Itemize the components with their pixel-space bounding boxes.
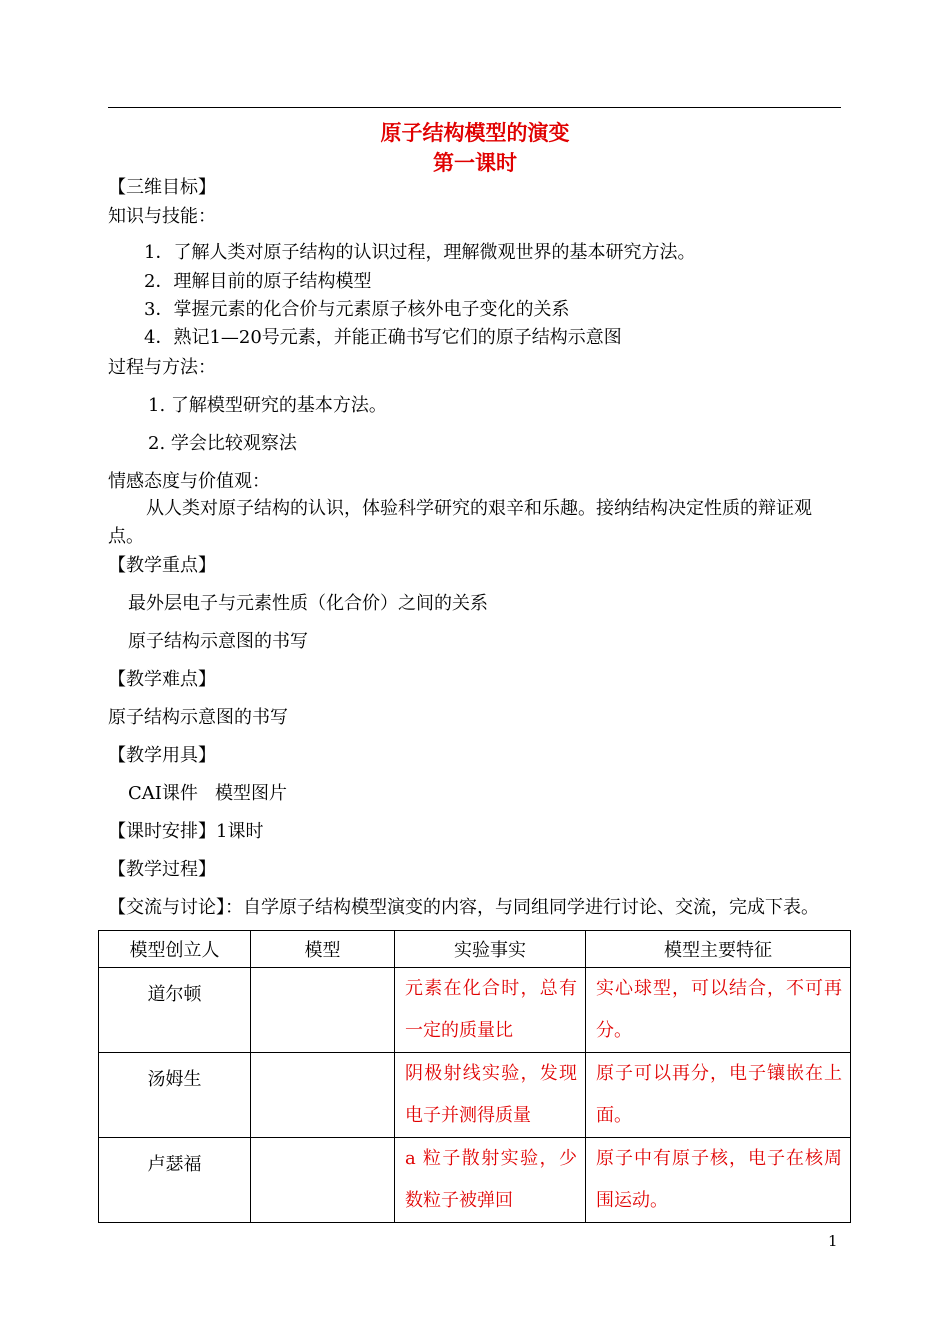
tools-heading: 【教学用具】 bbox=[108, 745, 216, 766]
knowledge-item: 1．了解人类对原子结构的认识过程，理解微观世界的基本研究方法。 bbox=[144, 242, 696, 263]
header-rule bbox=[108, 107, 841, 108]
creator-cell: 道尔顿 bbox=[99, 968, 251, 1053]
knowledge-item: 3．掌握元素的化合价与元素原子核外电子变化的关系 bbox=[144, 299, 570, 320]
document-title: 原子结构模型的演变 bbox=[380, 120, 570, 145]
fact-cell: a 粒子散射实验，少数粒子被弹回 bbox=[395, 1138, 586, 1223]
attitude-paragraph: 从人类对原子结构的认识，体验科学研究的艰辛和乐趣。接纳结构决定性质的辩证观点。 bbox=[108, 498, 812, 547]
key-points-heading: 【教学重点】 bbox=[108, 555, 216, 576]
knowledge-item: 4．熟记1—20号元素，并能正确书写它们的原子结构示意图 bbox=[144, 327, 622, 348]
process-item: 2. 学会比较观察法 bbox=[148, 433, 297, 454]
model-evolution-table bbox=[98, 930, 851, 1223]
model-cell bbox=[251, 1138, 395, 1223]
goals-heading: 【三维目标】 bbox=[108, 177, 216, 198]
process-item: 1. 了解模型研究的基本方法。 bbox=[148, 395, 387, 416]
difficult-points-heading: 【教学难点】 bbox=[108, 669, 216, 690]
document-subtitle: 第一课时 bbox=[433, 150, 517, 175]
feature-cell: 原子中有原子核，电子在核周围运动。 bbox=[586, 1138, 851, 1223]
table-row bbox=[99, 1053, 851, 1138]
table-row bbox=[99, 1138, 851, 1223]
creator-cell: 汤姆生 bbox=[99, 1053, 251, 1138]
table-header-row bbox=[99, 931, 851, 968]
fact-cell: 阴极射线实验，发现电子并测得质量 bbox=[395, 1053, 586, 1138]
key-point-item: 最外层电子与元素性质（化合价）之间的关系 bbox=[128, 593, 488, 614]
model-cell bbox=[251, 968, 395, 1053]
discussion-text: 【交流与讨论】：自学原子结构模型演变的内容，与同组同学进行讨论、交流，完成下表。 bbox=[108, 897, 819, 918]
knowledge-heading: 知识与技能： bbox=[108, 206, 216, 227]
key-point-item: 原子结构示意图的书写 bbox=[128, 631, 308, 652]
knowledge-item: 2．理解目前的原子结构模型 bbox=[144, 271, 372, 292]
process-heading: 过程与方法： bbox=[108, 357, 216, 378]
creator-cell: 卢瑟福 bbox=[99, 1138, 251, 1223]
teaching-process-heading: 【教学过程】 bbox=[108, 859, 216, 880]
table-header-cell: 实验事实 bbox=[395, 931, 586, 968]
fact-cell: 元素在化合时，总有一定的质量比 bbox=[395, 968, 586, 1053]
feature-cell: 实心球型，可以结合，不可再分。 bbox=[586, 968, 851, 1053]
difficult-point-text: 原子结构示意图的书写 bbox=[108, 707, 288, 728]
attitude-heading: 情感态度与价值观： bbox=[108, 471, 270, 492]
model-cell bbox=[251, 1053, 395, 1138]
table-header-cell: 模型创立人 bbox=[99, 931, 251, 968]
schedule-text: 【课时安排】1课时 bbox=[108, 821, 264, 842]
table-header-cell: 模型 bbox=[251, 931, 395, 968]
tools-text: CAI课件 模型图片 bbox=[128, 783, 288, 804]
feature-cell: 原子可以再分，电子镶嵌在上面。 bbox=[586, 1053, 851, 1138]
page-number: 1 bbox=[828, 1232, 838, 1250]
table-header-cell: 模型主要特征 bbox=[586, 931, 851, 968]
table-row bbox=[99, 968, 851, 1053]
